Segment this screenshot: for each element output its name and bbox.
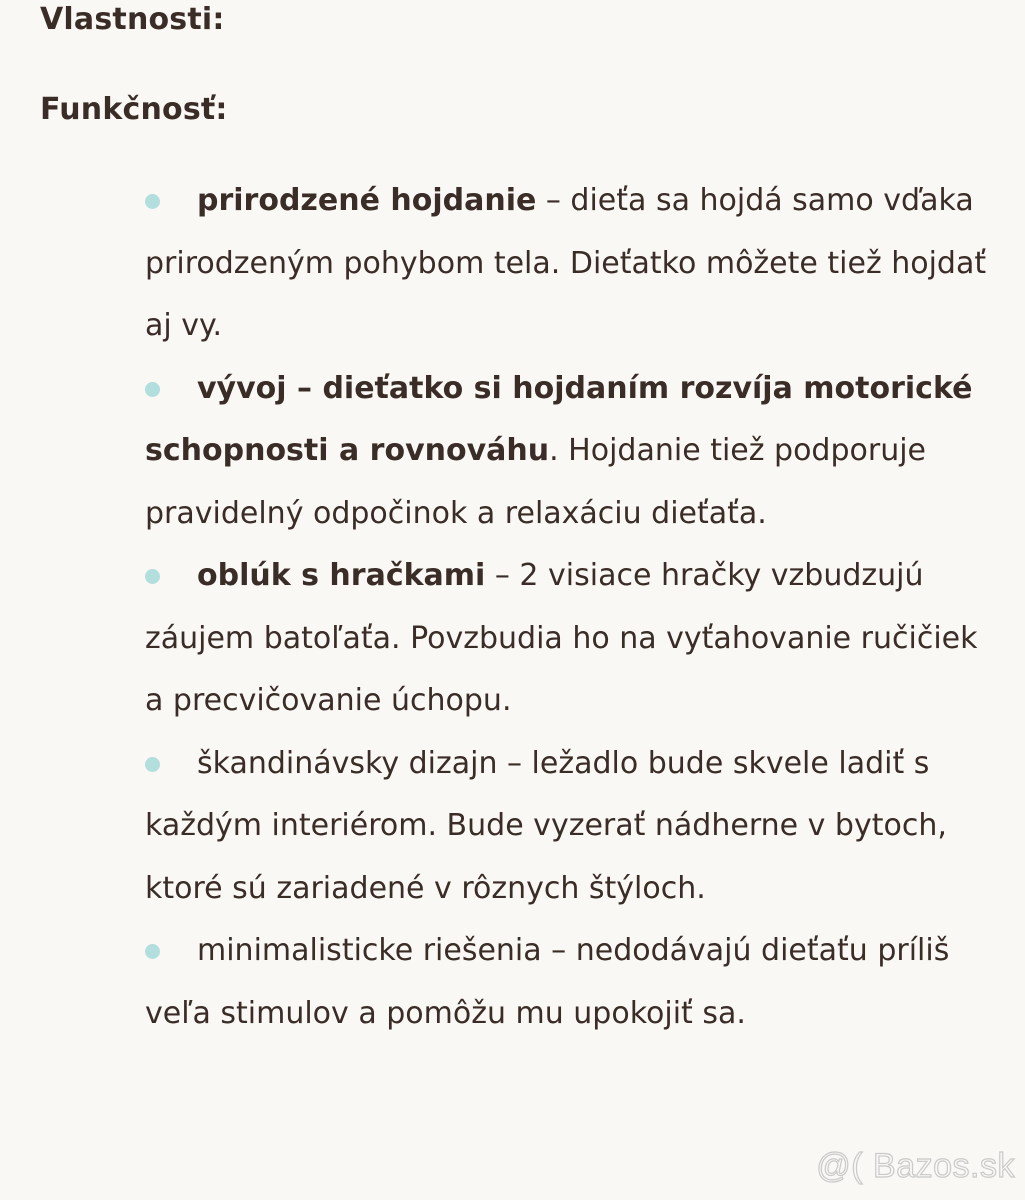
list-item	[145, 733, 995, 921]
feature-description: – 2 visiace hračky vzbudzujú záujem batoľaťa. Povzbudia ho na vyťahovanie ručičiek a precvičovanie úchopu.	[145, 558, 978, 718]
feature-title: oblúk s hračkami	[197, 558, 486, 593]
list-item	[145, 545, 995, 733]
heading-functionality: Funkčnosť:	[40, 92, 228, 127]
bullet-icon	[145, 569, 160, 584]
list-item	[145, 358, 995, 546]
bullet-icon	[145, 382, 160, 397]
feature-description: . Hojdanie tiež podporuje pravidelný odpočinok a relaxáciu dieťaťa.	[145, 433, 927, 531]
feature-title: vývoj – dieťatko si hojdaním rozvíja motorické schopnosti a rovnováhu	[145, 370, 973, 468]
bullet-icon	[145, 944, 160, 959]
list-item	[145, 170, 995, 358]
feature-description: – dieťa sa hojdá samo vďaka prirodzeným pohybom tela. Dieťatko môžete tiež hojdať aj vy.	[145, 183, 987, 343]
list-item	[145, 920, 995, 1045]
heading-properties: Vlastnosti:	[40, 2, 225, 37]
bazos-watermark: @( Bazos.sk	[816, 1147, 1015, 1185]
bullet-icon	[145, 757, 160, 772]
bullet-icon	[145, 194, 160, 209]
feature-title: prirodzené hojdanie	[197, 183, 537, 218]
feature-description: škandinávsky dizajn – ležadlo bude skvele ladiť s každým interiérom. Bude vyzerať nádherne v bytoch, ktoré sú zariadené v rôznych štýloch.	[145, 745, 947, 906]
feature-description: minimalisticke riešenia – nedodávajú dieťaťu príliš veľa stimulov a pomôžu mu upokojiť sa.	[145, 933, 950, 1031]
feature-list	[145, 170, 995, 1045]
